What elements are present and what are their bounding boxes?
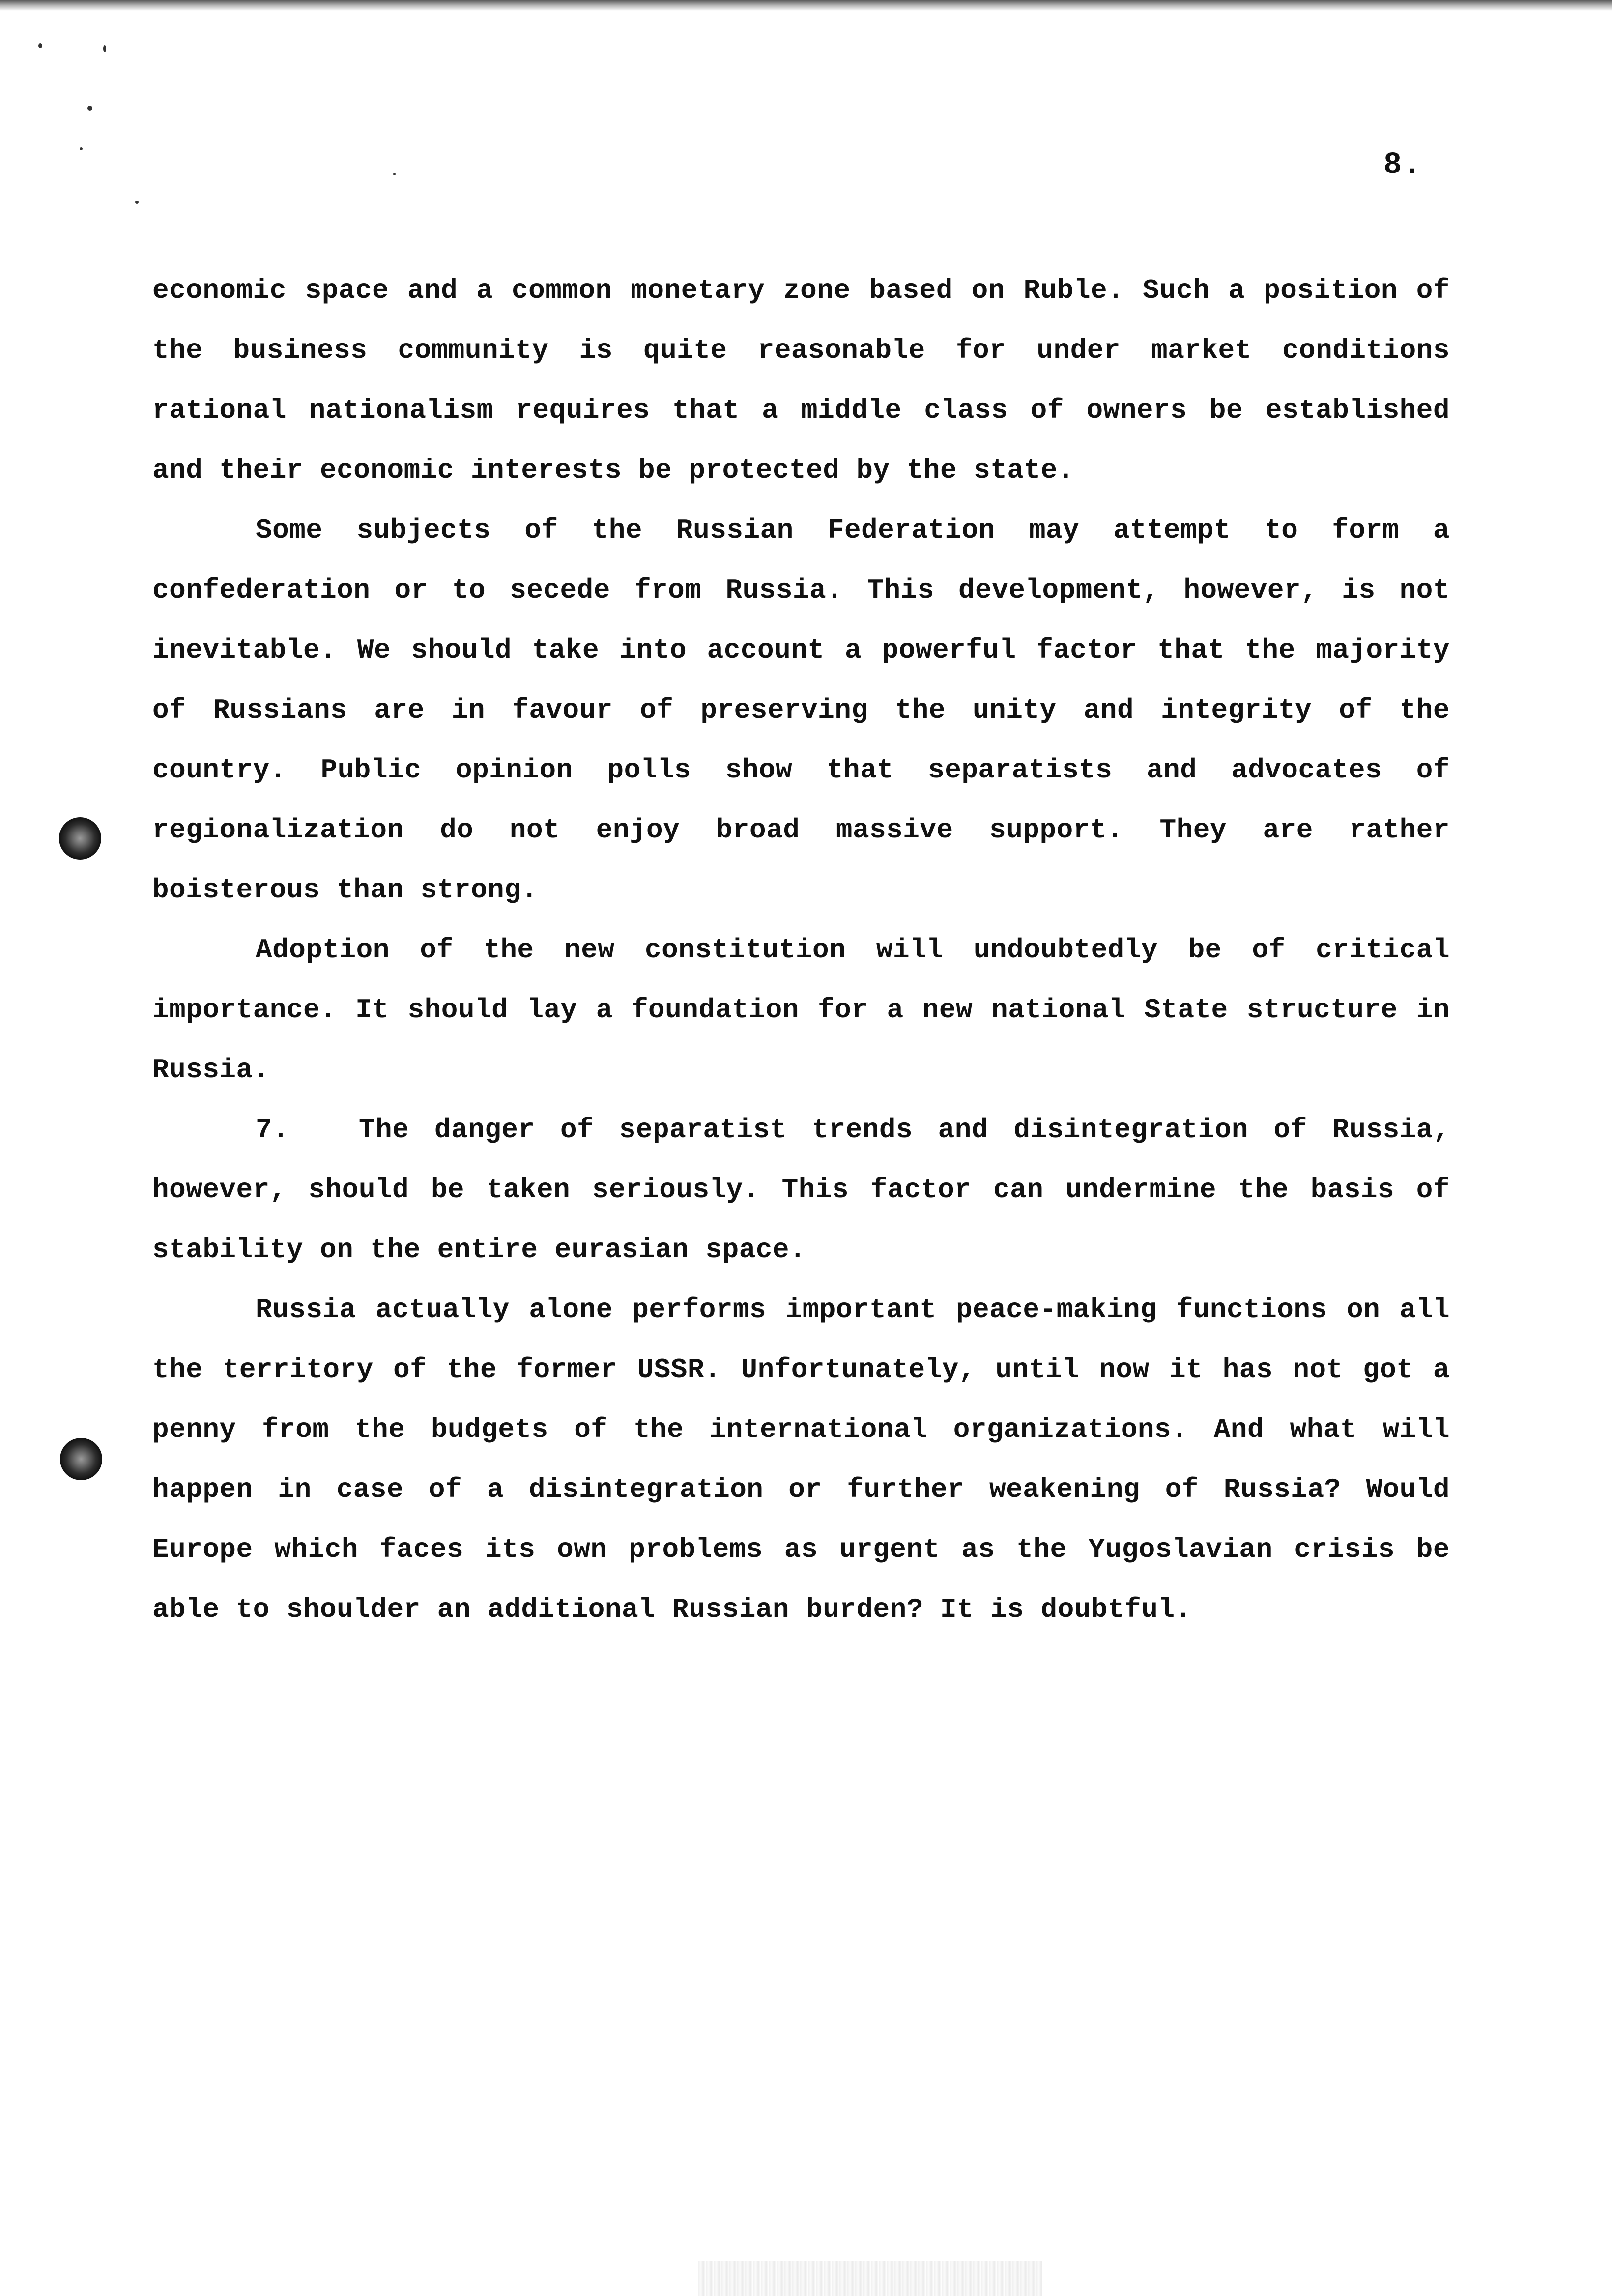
scan-bottom-smudge xyxy=(698,2261,1042,2296)
scan-speck xyxy=(80,147,83,150)
punch-hole-lower xyxy=(60,1438,102,1480)
scan-speck xyxy=(135,201,139,204)
paragraph-separatist-danger xyxy=(152,1100,1450,1280)
scan-speck xyxy=(38,43,42,48)
scan-speck xyxy=(103,45,106,52)
section-number: 7. xyxy=(256,1114,289,1146)
paragraph-text: economic space and a common monetary zone based on Ruble. Such a position of the business community is quite reasonable for under market conditions rational nationalism requires that a middle class of owners be established and their economic interests be protected by the state. xyxy=(152,275,1450,486)
paragraph-text: Russia actually alone performs important peace-making functions on all the territory of the former USSR. Unfortunately, until now it has not got a penny from the budgets of the international organizations. And what will happen in case of a disintegration or further weakening of Russia? Would Europe which faces its own problems as urgent as the Yugoslavian crisis be able to shoulder an additional Russian burden? It is doubtful. xyxy=(152,1294,1450,1625)
body-text xyxy=(152,260,1450,1639)
page-number: 8. xyxy=(1383,147,1422,182)
paragraph-text: Adoption of the new constitution will undoubtedly be of critical importance. It should lay a foundation for a new national State structure in Russia. xyxy=(152,934,1450,1086)
paragraph-new-constitution xyxy=(152,920,1450,1100)
scan-speck xyxy=(87,106,92,111)
scan-top-edge xyxy=(0,0,1612,11)
paragraph-peace-making xyxy=(152,1280,1450,1639)
paragraph-federation-subjects xyxy=(152,500,1450,920)
paragraph-text: The danger of separatist trends and disintegration of Russia, however, should be taken seriously. This factor can undermine the basis of stability on the entire eurasian space. xyxy=(152,1114,1450,1265)
paragraph-text: Some subjects of the Russian Federation may attempt to form a confederation or to secede from Russia. This development, however, is not inevitable. We should take into account a powerful factor that the majority of Russians are in favour of preserving the unity and integrity of the country. Public opinion polls show that separatists and advocates of regionalization do not enjoy broad massive support. They are rather boisterous than strong. xyxy=(152,515,1450,906)
scan-speck xyxy=(393,173,396,175)
paragraph-economic-space xyxy=(152,260,1450,500)
punch-hole-upper xyxy=(59,817,101,860)
